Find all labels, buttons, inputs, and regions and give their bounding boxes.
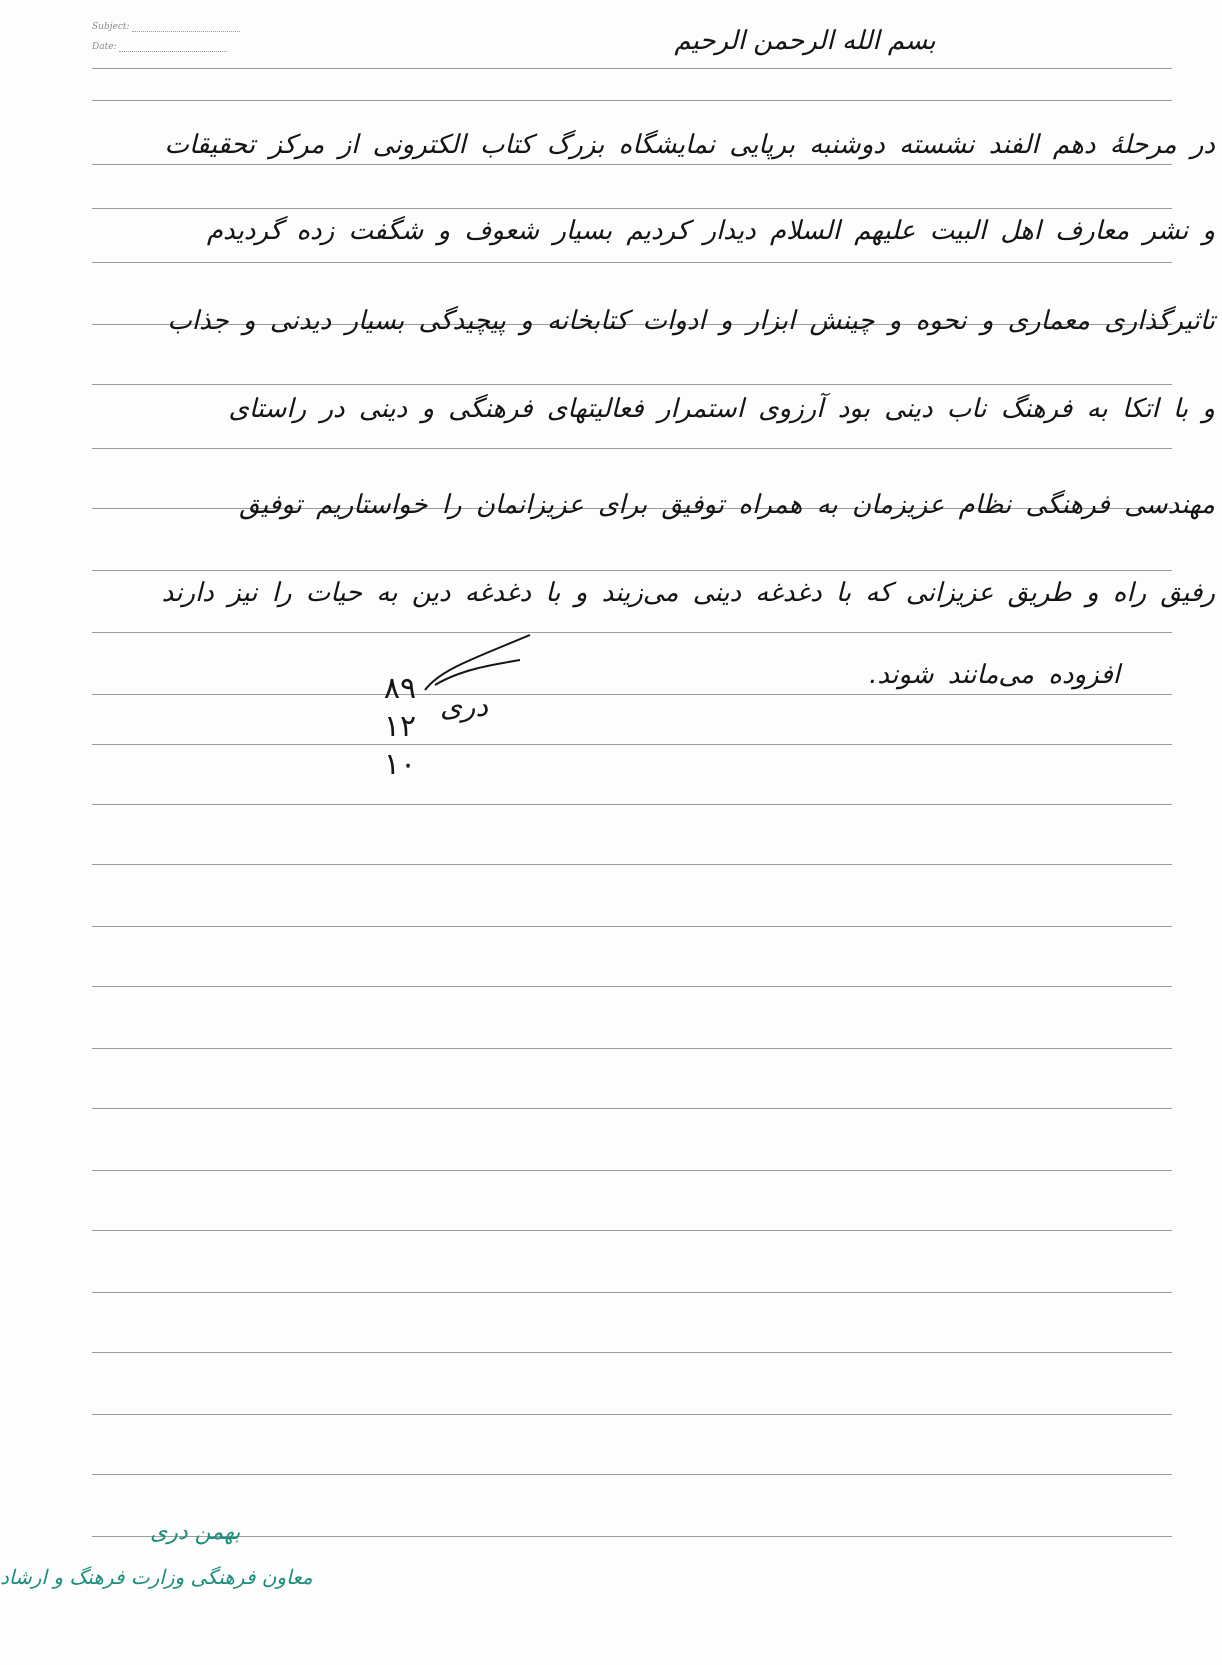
ruled-line [92,744,1172,745]
letter-line: و نشر معارف اهل البیت علیهم السلام دیدار کردیم بسیار شعوف و شگفت زده گردیدم [206,216,1215,246]
letter-line: تاثیرگذاری معماری و نحوه و چینش ابزار و ادوات کتابخانه و پیچیدگی بسیار دیدنی و جذاب [167,306,1215,336]
ruled-line [92,864,1172,865]
ruled-line [92,1170,1172,1171]
ruled-line [92,1414,1172,1415]
ruled-line [92,1292,1172,1293]
ruled-line [92,694,1172,695]
ruled-line [92,926,1172,927]
letter-line: مهندسی فرهنگی نظام عزیزمان به همراه توفیق برای عزیزانمان را خواستاریم توفیق [239,490,1215,520]
letter-heading: بسم الله الرحمن الرحیم [674,26,936,56]
subject-field [92,22,240,32]
date-field [92,42,227,52]
signature-name: دری [440,690,488,723]
letter-line: در مرحلهٔ دهم الفند نشسته دوشنبه برپایی نمایشگاه بزرگ کتاب الکترونی از مرکز تحقیقات [164,130,1215,160]
letter-line: و با اتکا به فرهنگ ناب دینی بود آرزوی استمرار فعالیتهای فرهنگی و دینی در راستای [228,394,1215,424]
stamp-name: بهمن دری [150,1520,241,1545]
subject-dotted-line [132,23,240,32]
signature-date-year: ۸۹ [383,671,417,706]
ruled-line [92,1536,1172,1537]
ruled-line [92,1352,1172,1353]
letter-line: رفیق راه و طریق عزیزانی که با دغدغه دینی می‌زیند و با دغدغه دین به حیات را نیز دارند [161,578,1215,608]
signature-date [360,670,440,784]
ruled-line [92,262,1172,263]
ruled-line [92,100,1172,101]
ruled-line [92,448,1172,449]
ruled-line [92,1048,1172,1049]
ruled-line [92,1108,1172,1109]
ruled-line [92,1230,1172,1231]
ruled-line [92,1474,1172,1475]
ruled-line [92,632,1172,633]
ruled-line [92,208,1172,209]
subject-label: Subject: [92,22,130,32]
ruled-line [92,804,1172,805]
ruled-line [92,164,1172,165]
ruled-line [92,384,1172,385]
date-dotted-line [119,43,227,52]
stamp-title: معاون فرهنگی وزارت فرهنگ و ارشاد [0,1565,313,1589]
ruled-line [92,570,1172,571]
signature-date-day: ۱۰ [383,747,417,782]
signature-date-month: ۱۲ [383,709,417,744]
ruled-line [92,68,1172,69]
ruled-line [92,986,1172,987]
letter-line: افزوده می‌مانند شوند. [869,660,1120,690]
date-label: Date: [92,42,117,52]
